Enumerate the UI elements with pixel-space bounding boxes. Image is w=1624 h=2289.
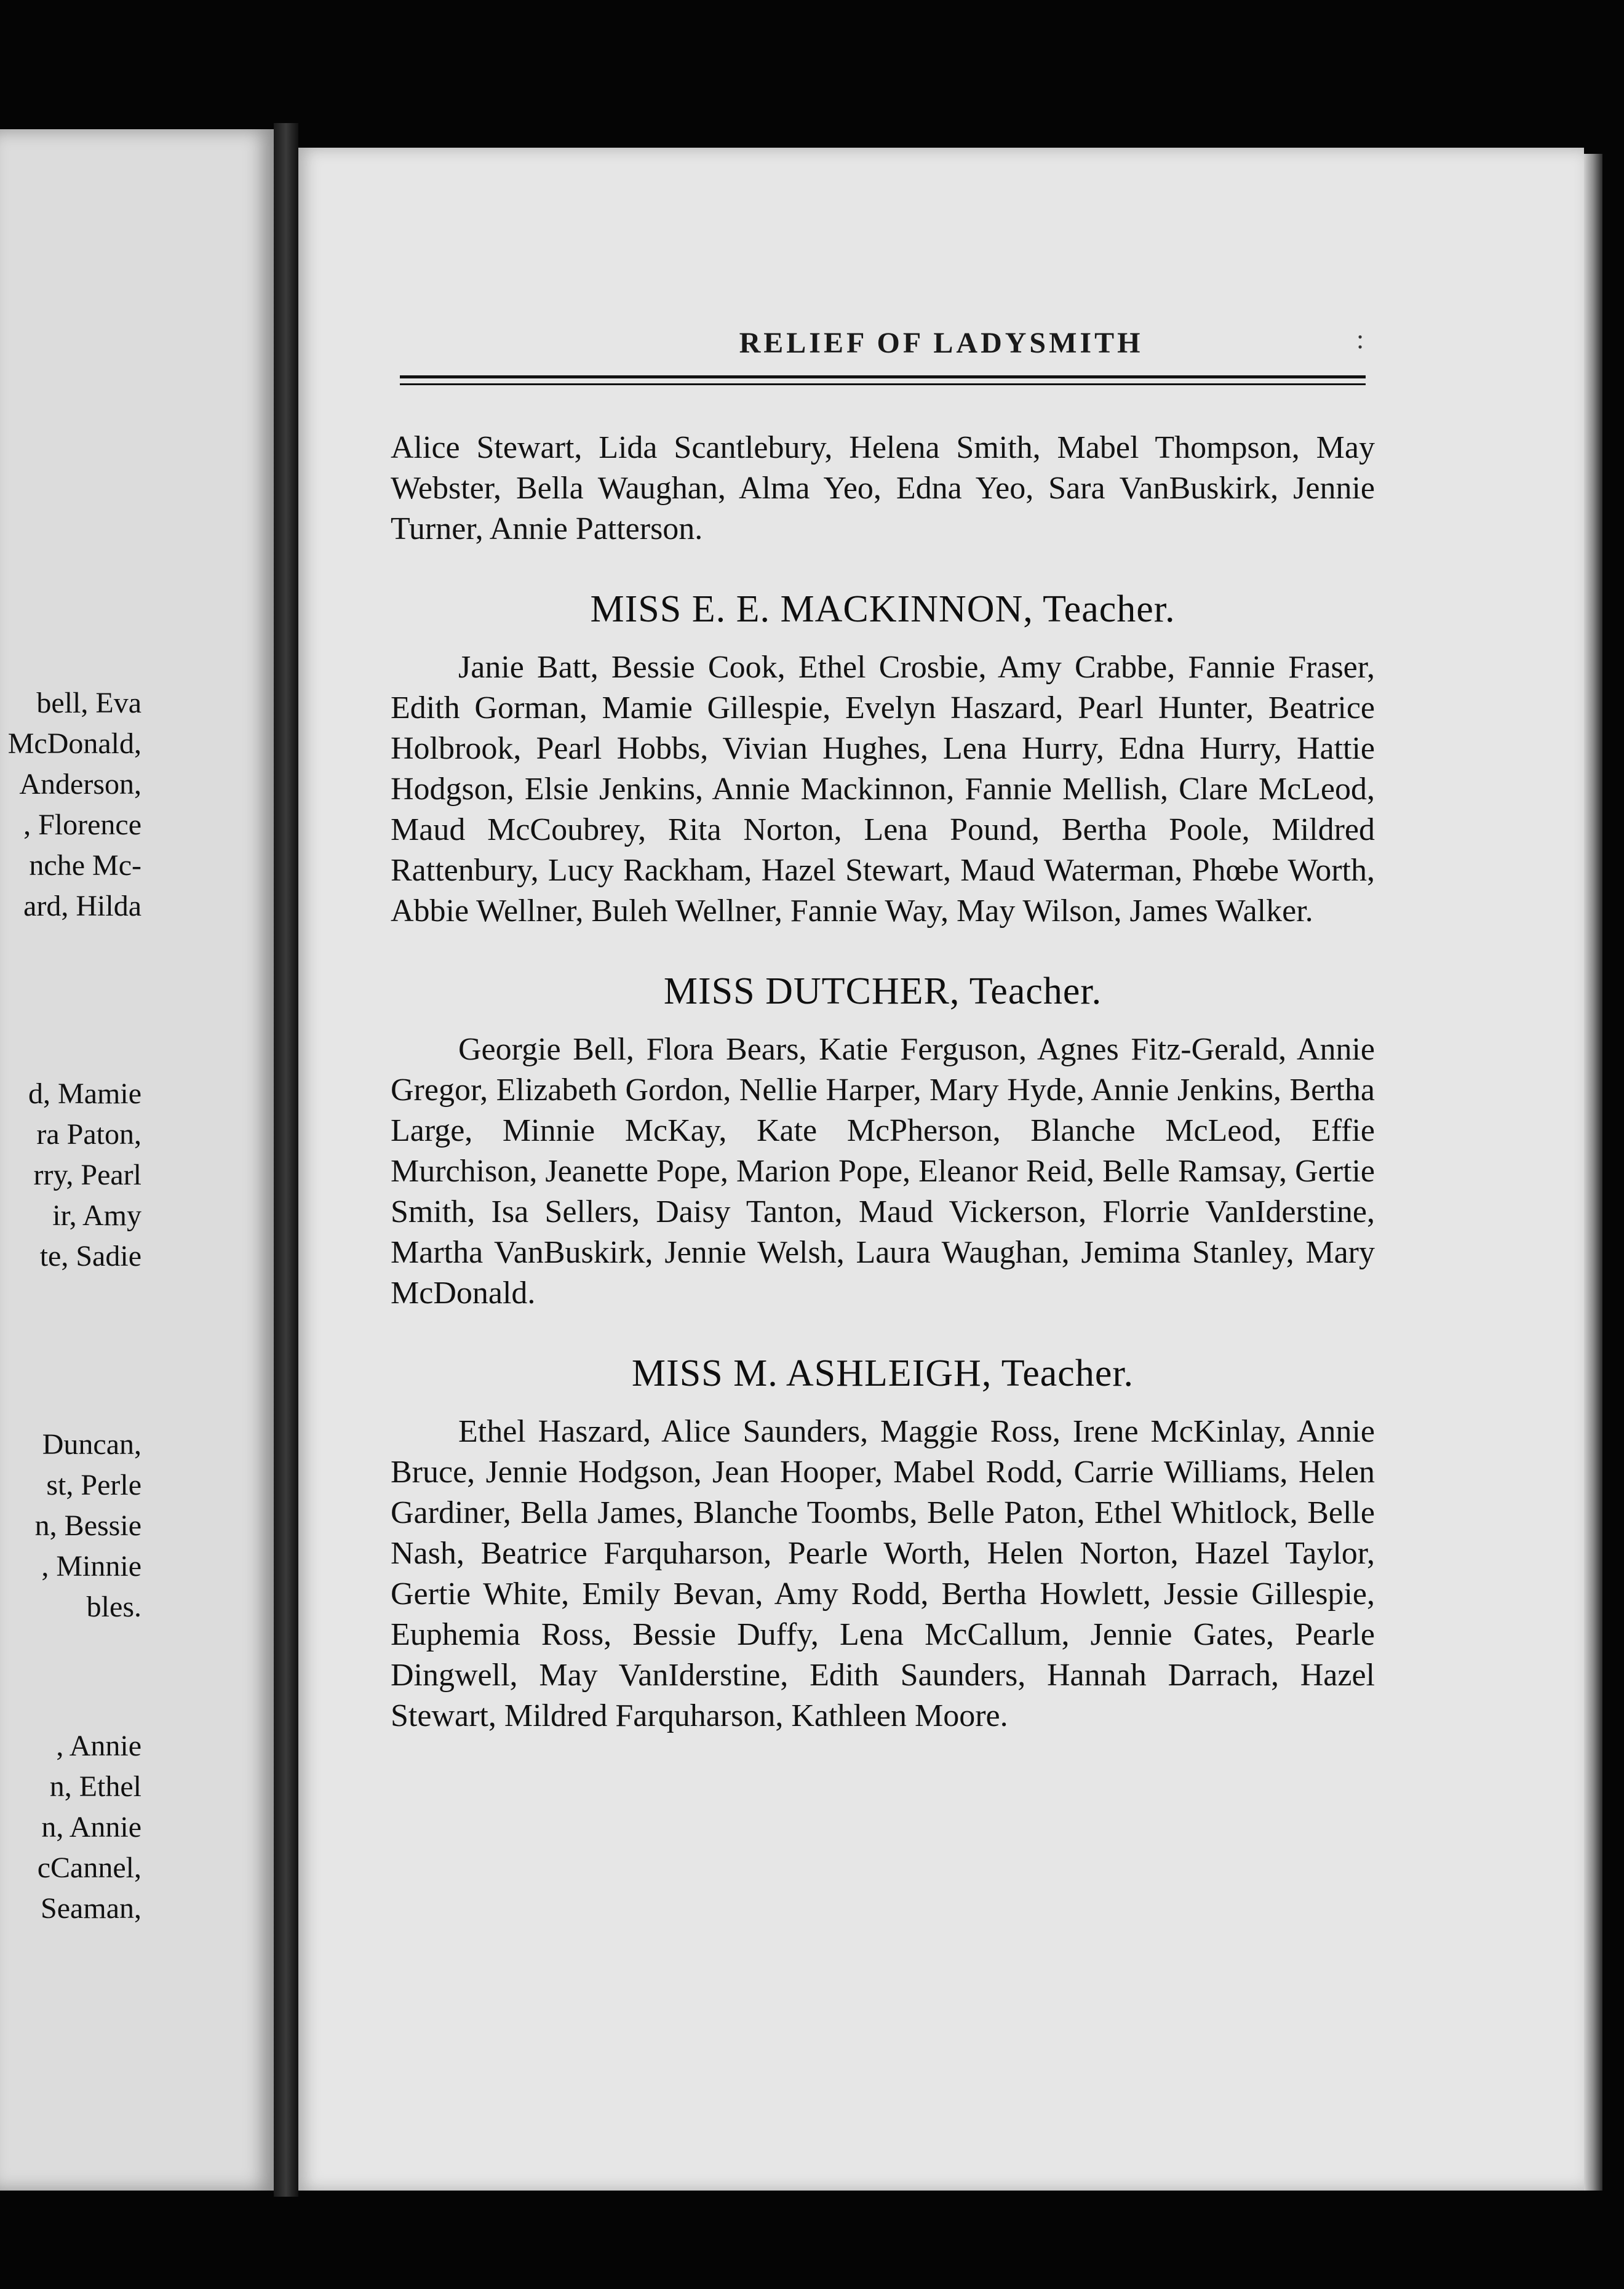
book-gutter [274,123,298,2197]
left-line: ra Paton, [36,1118,141,1151]
page-content [391,428,1375,1736]
left-line: n, Ethel [49,1770,141,1803]
left-line: Anderson, [19,768,141,801]
left-line: Seaman, [41,1892,141,1925]
section-heading: MISS E. E. MACKINNON, Teacher. [590,588,1176,630]
left-line: rry, Pearl [33,1159,141,1191]
book-page [298,148,1584,2191]
left-facing-page [0,129,274,2191]
left-line: st, Perle [46,1469,141,1501]
page-mark: : [1356,324,1364,354]
student-list: Janie Batt, Bessie Cook, Ethel Crosbie, Amy Crabbe, Fannie Fraser, Edith Gorman, Mamie Gillespie, Evelyn Haszard, Pearl Hunter, Beatrice Holbrook, Pearl Hobbs, Vivian Hughes, Lena Hurry, Edna Hurry, Hattie Hodgson, Elsie Jenkins, Annie Mackinnon, Fannie Mellish, Clare McLeod, Maud McCoubrey, Rita Norton, Lena Pound, Bertha Poole, Mildred Rattenbury, Lucy Rackham, Hazel Stewart, Maud Waterman, Phœbe Worth, Abbie Wellner, Buleh Wellner, Fannie Way, May Wilson, James Walker. [391,650,1375,929]
left-line: , Annie [56,1730,141,1762]
running-head: RELIEF OF LADYSMITH [739,327,1144,359]
left-page-fragment-4 [38,1726,141,1929]
left-line: bell, Eva [36,687,141,719]
left-line: d, Mamie [28,1077,141,1110]
intro-paragraph: Alice Stewart, Lida Scantlebury, Helena Smith, Mabel Thompson, May Webster, Bella Waughan, Alma Yeo, Edna Yeo, Sara VanBuskirk, Jennie Turner, Annie Patterson. [391,430,1375,546]
student-list: Georgie Bell, Flora Bears, Katie Ferguson, Agnes Fitz-Gerald, Annie Gregor, Elizabeth Gordon, Nellie Harper, Mary Hyde, Annie Jenkins, Bertha Large, Minnie McKay, Kate McPherson, Blanche McLeod, Effie Murchison, Jeanette Pope, Marion Pope, Eleanor Reid, Belle Ramsay, Gertie Smith, Isa Sellers, Daisy Tanton, Maud Vickerson, Florrie VanIderstine, Martha VanBuskirk, Jennie Welsh, Laura Waughan, Jemima Stanley, Mary McDonald. [391,1032,1375,1311]
section-heading: MISS M. ASHLEIGH, Teacher. [631,1352,1134,1394]
left-line: cCannel, [37,1852,141,1884]
left-line: bles. [86,1591,141,1623]
page-edge [1584,154,1602,2191]
section-heading: MISS DUTCHER, Teacher. [663,970,1102,1012]
student-list: Ethel Haszard, Alice Saunders, Maggie Ross, Irene McKinlay, Annie Bruce, Jennie Hodgson, Jean Hooper, Mabel Rodd, Carrie Williams, Helen Gardiner, Bella James, Blanche Toombs, Belle Paton, Ethel Whitlock, Belle Nash, Beatrice Farquharson, Pearle Worth, Helen Norton, Hazel Taylor, Gertie White, Emily Bevan, Amy Rodd, Bertha Howlett, Jessie Gillespie, Euphemia Ross, Bessie Duffy, Lena McCallum, Jennie Gates, Pearle Dingwell, May VanIderstine, Edith Saunders, Hannah Darrach, Hazel Stewart, Mildred Farquharson, Kathleen Moore. [391,1414,1375,1733]
left-line: McDonald, [7,727,141,760]
left-page-fragment-2 [28,1074,141,1277]
left-line: Duncan, [42,1428,141,1461]
left-line: n, Bessie [34,1509,141,1542]
left-line: , Florence [23,809,141,841]
left-line: ard, Hilda [23,890,141,922]
left-line: n, Annie [41,1811,141,1844]
left-page-fragment-3 [35,1424,141,1628]
header-rule [400,375,1366,378]
left-line: nche Mc- [29,849,141,882]
header-rule [400,383,1366,385]
left-line: te, Sadie [39,1240,141,1272]
left-page-fragment-1 [8,683,141,927]
left-line: , Minnie [41,1550,141,1583]
left-line: ir, Amy [52,1199,141,1232]
